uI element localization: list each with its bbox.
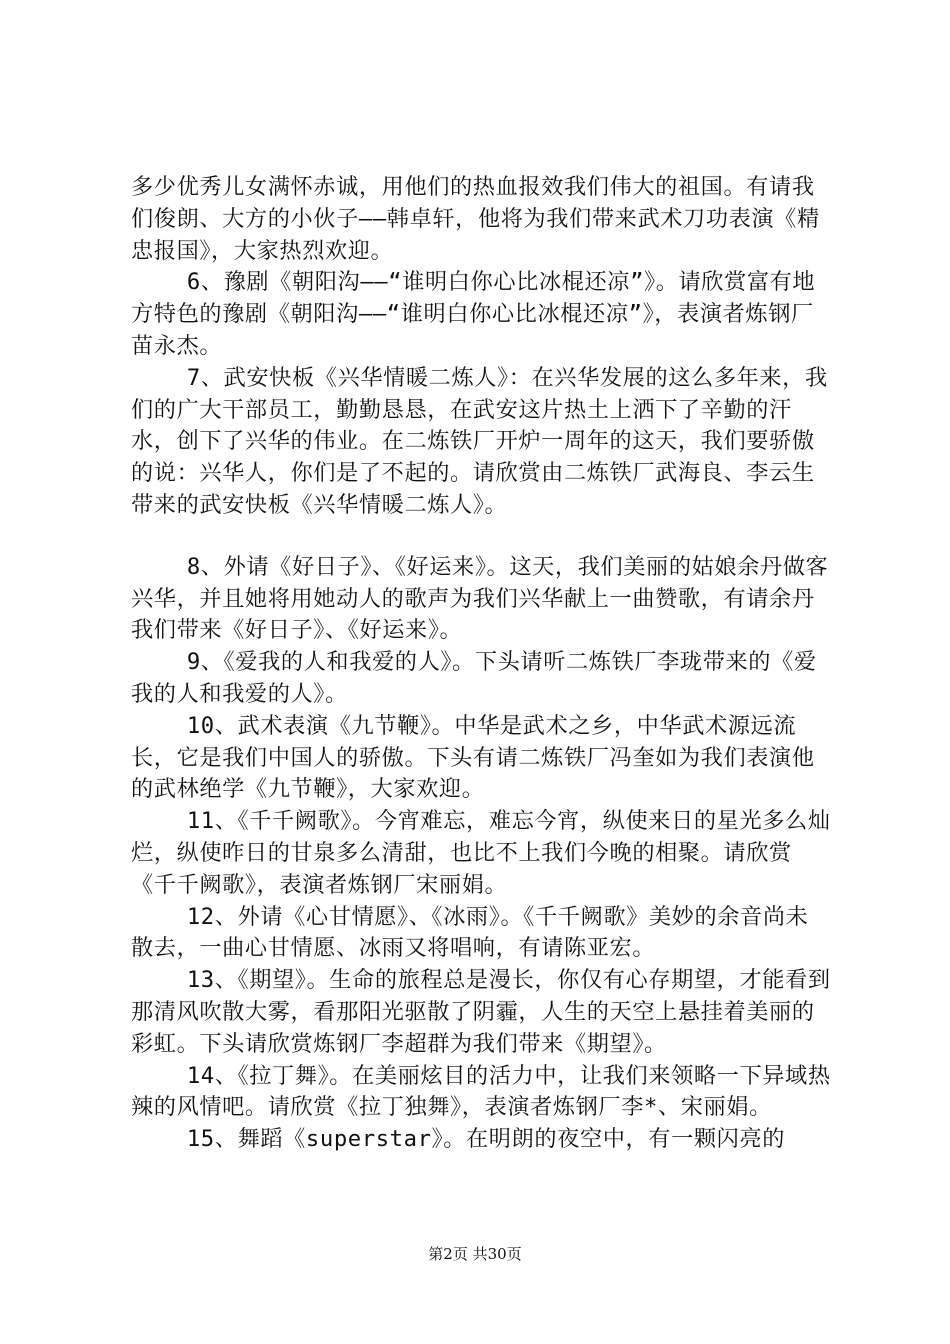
- paragraph-item-10: 10、武术表演《九节鞭》。中华是武术之乡，中华武术源远流长，它是我们中国人的骄傲。下头有请二炼铁厂冯奎如为我们表演他的武林绝学《九节鞭》，大家欢迎。: [131, 712, 815, 803]
- page-number-footer: 第2页 共30页: [428, 1245, 522, 1263]
- paragraph-item-12: 12、外请《心甘情愿》、《冰雨》。《千千阙歌》美妙的余音尚未散去，一曲心甘情愿、冰雨又将唱响，有请陈亚宏。: [131, 903, 809, 962]
- paragraph-item-14: 14、《拉丁舞》。在美丽炫目的活力中，让我们来领略一下异域热辣的风情吧。请欣赏《拉丁独舞》，表演者炼钢厂李*、宋丽娟。: [131, 1062, 831, 1121]
- paragraph-item-13: 13、《期望》。生命的旅程总是漫长，你仅有心存期望，才能看到那清风吹散大雾，看那阳光驱散了阴霾，人生的天空上悬挂着美丽的彩虹。下头请欣赏炼钢厂李超群为我们带来《期望》。: [131, 967, 831, 1057]
- paragraph-item-7: 7、武安快板《兴华情暖二炼人》：在兴华发展的这么多年来，我们的广大干部员工，勤勤恳恳，在武安这片热土上洒下了辛勤的汗水，创下了兴华的伟业。在二炼铁厂开炉一周年的这天，我们要骄傲的说：兴华人，你们是了不起的。请欣赏由二炼铁厂武海良、李云生带来的武安快板《兴华情暖二炼人》。: [131, 364, 828, 518]
- paragraph-spacer: [131, 522, 831, 552]
- paragraph-item-15: 15、舞蹈《superstar》。在明朗的夜空中，有一颗闪亮的: [131, 1126, 786, 1153]
- paragraph-item-9: 9、《爱我的人和我爱的人》。下头请听二炼铁厂李珑带来的《爱我的人和我爱的人》。: [131, 649, 817, 707]
- document-body: [131, 172, 831, 1156]
- paragraph-item-8: 8、外请《好日子》、《好运来》。这天，我们美丽的姑娘余丹做客兴华，并且她将用她动人的歌声为我们兴华献上一曲赞歌，有请余丹我们带来《好日子》、《好运来》。: [131, 553, 829, 644]
- paragraph-item-6: 6、豫剧《朝阳沟——“谁明白你心比冰棍还凉”》。请欣赏富有地方特色的豫剧《朝阳沟——“谁明白你心比冰棍还凉”》，表演者炼钢厂苗永杰。: [131, 269, 816, 359]
- paragraph-intro-continued: 多少优秀儿女满怀赤诚，用他们的热血报效我们伟大的祖国。有请我们俊朗、大方的小伙子——韩卓轩，他将为我们带来武术刀功表演《精忠报国》，大家热烈欢迎。: [131, 174, 820, 264]
- paragraph-item-11: 11、《千千阙歌》。今宵难忘，难忘今宵，纵使来日的星光多么灿烂，纵使昨日的甘泉多么清甜，也比不上我们今晚的相聚。请欣赏《千千阙歌》，表演者炼钢厂宋丽娟。: [131, 808, 831, 898]
